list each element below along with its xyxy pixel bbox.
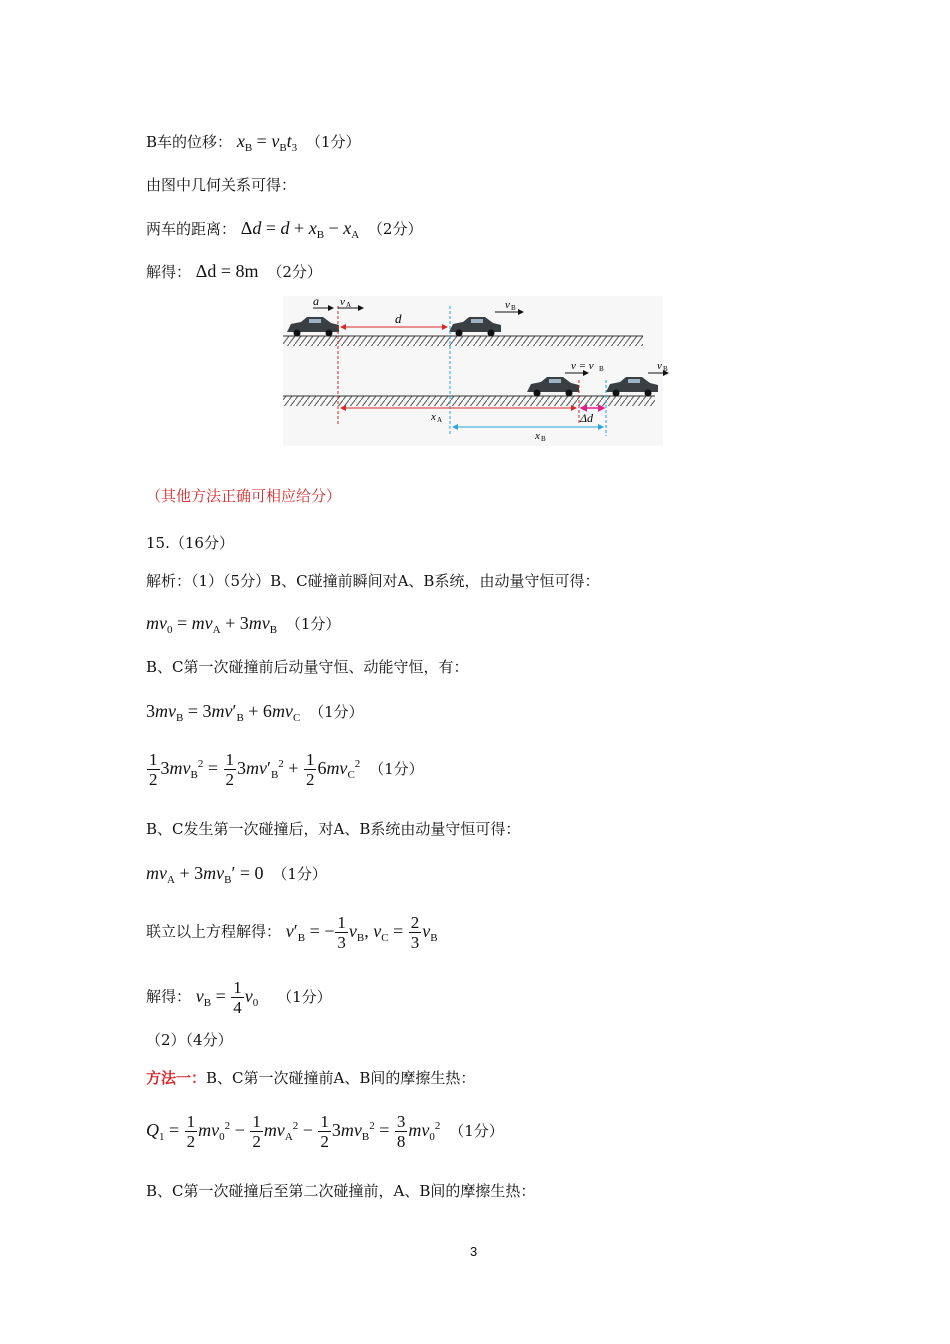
label-v-eq: v = v <box>571 360 594 372</box>
combine-line <box>146 913 438 952</box>
method1-text: B、C第一次碰撞前A、B间的摩擦生热： <box>206 1069 476 1087</box>
points: （1分） <box>369 759 424 778</box>
label-delta-d: Δd <box>580 411 594 425</box>
solve2-equation: $v_B$ = $\frac{1}{4}$ $v_0$ <box>195 978 259 1017</box>
geometry-line: 由图中几何关系可得： <box>146 176 297 194</box>
label-d: d <box>395 311 402 326</box>
question-15-heading: 15.（16分） <box>146 534 234 552</box>
solve1-value: Δd = 8m <box>195 261 259 281</box>
solve2-line <box>146 978 332 1017</box>
points: （1分） <box>272 865 327 883</box>
label-xa: x <box>431 411 436 423</box>
points: （1分） <box>285 615 341 633</box>
label-xa-sub: A <box>437 416 443 424</box>
label-vb-right: v <box>657 360 662 372</box>
eq2: $3mv_B = 3mv'_B + 6mv_C$ <box>146 701 301 724</box>
b-displacement-equation: $x_B = v_Bt_3$ <box>236 131 298 154</box>
points: （2分） <box>267 263 322 281</box>
points: （1分） <box>449 1121 504 1140</box>
bc-first-collision-line: B、C第一次碰撞前后动量守恒、动能守恒，有： <box>146 658 469 676</box>
solve1-label: 解得： <box>146 263 192 281</box>
eq5-line <box>146 1112 504 1151</box>
analysis-line: 解析：（1）（5分）B、C碰撞前瞬间对A、B系统，由动量守恒可得： <box>146 572 600 590</box>
points: （1分） <box>309 703 364 721</box>
eq4: $mv_A + 3mv_B' = 0$ <box>146 863 264 886</box>
eq4-line <box>146 862 327 891</box>
combine-equation: $v'_B$ = − $\frac{1}{3}$ $v_B$, $v_C$ = $\frac{2}{3}$ $v_B$ <box>285 913 438 952</box>
label-va: v <box>340 296 345 308</box>
eq5: $Q_1$ = $\frac{1}{2}$ $mv_0^2$ − $\frac{1}{2}$ $mv_A^2$ − $\frac{1}{2}$ $3mv_B^2$ = $\frac{3}{8}$ $mv_0^2$ <box>146 1112 441 1151</box>
label-v-eq-sub: B <box>599 365 604 373</box>
road-bottom <box>283 396 655 406</box>
points: （2分） <box>367 220 423 238</box>
solve1-line <box>146 260 322 283</box>
eq3: $\frac{1}{2}$ $3mv_B^2$ = $\frac{1}{2}$ $3mv'_B^2$ + $\frac{1}{2}$ $6mv_C^2$ <box>149 750 361 789</box>
label-xb-sub: B <box>541 435 546 443</box>
page-number: 3 <box>470 1244 478 1259</box>
label-vb-top-sub: B <box>511 304 516 312</box>
eq3-line <box>146 750 424 789</box>
points: （1分） <box>305 133 361 151</box>
friction-heat-line: B、C第一次碰撞后至第二次碰撞前，A、B间的摩擦生热： <box>146 1182 536 1200</box>
road-top <box>283 336 643 346</box>
car-motion-diagram <box>283 294 668 446</box>
b-displacement-label: B车的位移： <box>146 133 233 151</box>
method1-label: 方法一： <box>146 1069 207 1087</box>
label-xb: x <box>535 430 540 442</box>
distance-label: 两车的距离： <box>146 220 237 238</box>
other-methods-note: （其他方法正确可相应给分） <box>146 487 342 505</box>
label-vb-top: v <box>505 299 510 311</box>
solve2-label: 解得： <box>146 987 192 1006</box>
eq2-line <box>146 700 364 729</box>
label-vb-right-sub: B <box>663 365 668 373</box>
part-2-heading: （2）（4分） <box>146 1031 233 1049</box>
distance-line <box>146 217 422 246</box>
distance-equation: $\Delta d = d + x_B - x_A$ <box>240 218 360 241</box>
points: （1分） <box>277 987 332 1006</box>
method1-line <box>146 1067 475 1089</box>
eq1-line <box>146 612 340 641</box>
after-first-collision-line: B、C发生第一次碰撞后，对A、B系统由动量守恒可得： <box>146 820 521 838</box>
label-a: a <box>313 294 319 308</box>
combine-label: 联立以上方程解得： <box>146 922 282 941</box>
eq1: $mv_0 = mv_A + 3mv_B$ <box>146 613 278 636</box>
label-va-sub: A <box>346 301 352 309</box>
b-displacement-line <box>146 130 361 159</box>
